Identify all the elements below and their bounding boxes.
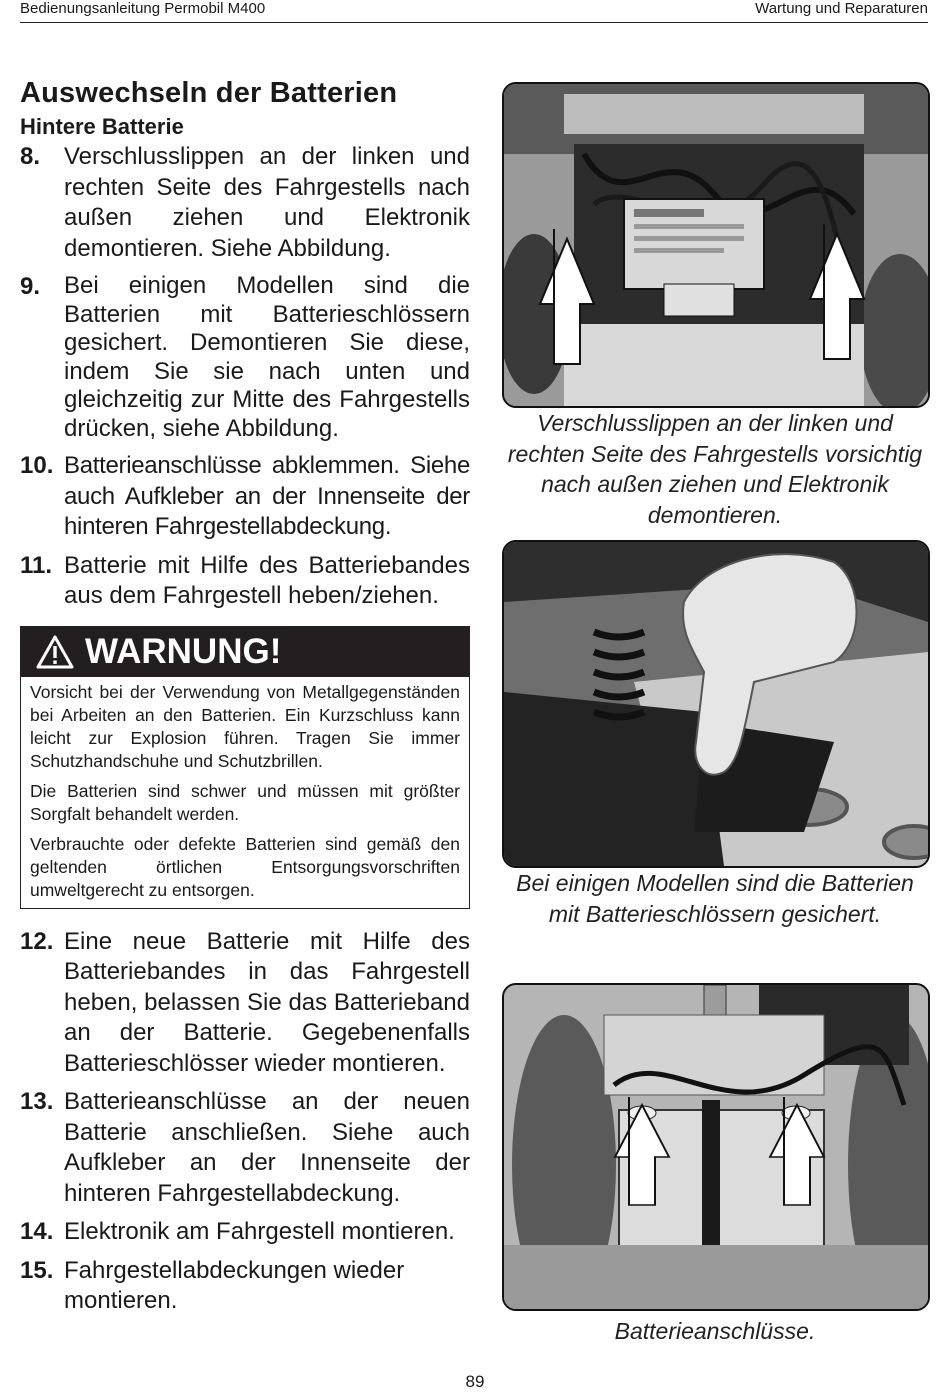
step-text: Fahrgestellabdeckungen wieder montieren. <box>64 1256 405 1314</box>
step-number: 13. <box>20 1088 54 1115</box>
step-item <box>20 1256 470 1317</box>
step-item <box>20 551 470 612</box>
header-manual-title: Bedienungsanleitung Permobil M400 <box>20 0 266 17</box>
step-text: Bei einigen Modellen sind die Batterien mit Batterieschlössern gesichert. Demontieren Sie diese, indem Sie sie nach unten und gleichzeitig zur Mitte des Fahrgestells drücken, siehe Abbildung. <box>64 272 470 442</box>
step-item <box>20 1087 470 1209</box>
warning-triangle-icon <box>35 634 75 670</box>
page-number: 89 <box>465 1372 485 1391</box>
figure-battery-connections-photo <box>502 983 930 1311</box>
step-text: Batterieanschlüsse abklemmen. Siehe auch Aufkleber an der Innenseite der hinteren Fahrgestellabdeckung. <box>64 452 470 540</box>
warning-box <box>20 626 470 909</box>
step-text: Batterie mit Hilfe des Batteriebandes aus dem Fahrgestell heben/ziehen. <box>64 551 470 609</box>
step-text: Batterieanschlüsse an der neuen Batterie anschließen. Siehe auch Aufkleber an der Innenseite der hinteren Fahrgestellabdeckung. <box>64 1088 470 1207</box>
step-item <box>20 927 470 1080</box>
warning-paragraph: Die Batterien sind schwer und müssen mit größter Sorgfalt behandelt werden. <box>30 780 460 824</box>
section-subtitle: Hintere Batterie <box>20 114 184 139</box>
warning-body <box>21 677 469 908</box>
text-column <box>20 76 470 1325</box>
warning-heading <box>21 627 469 677</box>
page-header <box>20 0 928 23</box>
warning-paragraph: Vorsicht bei der Verwendung von Metallgegenständen bei Arbeiten an den Batterien. Ein Kurzschluss kann leicht zur Explosion führen. Tragen Sie immer Schutzhandschuhe und Schutzbrillen. <box>30 681 460 771</box>
figure-electronics-photo <box>502 82 930 408</box>
step-item <box>20 1217 470 1248</box>
step-text: Verschlusslippen an der linken und rechten Seite des Fahrgestells nach außen ziehen und Elektronik demontieren. Siehe Abbildung. <box>64 143 470 262</box>
step-item <box>20 272 470 443</box>
step-number: 14. <box>20 1218 54 1245</box>
step-text: Elektronik am Fahrgestell montieren. <box>64 1218 455 1245</box>
figure-caption: Batterieanschlüsse. <box>614 1318 816 1344</box>
step-text: Eine neue Batterie mit Hilfe des Batteriebandes in das Fahrgestell heben, belassen Sie das Batterieband an der Batterie. Gegebenenfalls Batterieschlösser wieder montieren. <box>64 927 470 1077</box>
figure-caption: Bei einigen Modellen sind die Batterien mit Batterieschlössern gesichert. <box>516 870 914 927</box>
steps-list-a <box>20 142 470 612</box>
step-number: 8. <box>20 143 41 170</box>
warning-paragraph: Verbrauchte oder defekte Batterien sind gemäß den geltenden örtlichen Entsorgungsvorschriften umweltgerecht zu entsorgen. <box>30 833 460 900</box>
step-item <box>20 451 470 543</box>
step-item <box>20 142 470 264</box>
step-number: 12. <box>20 927 54 955</box>
header-section-title: Wartung und Reparaturen <box>755 0 928 17</box>
page-title: Auswechseln der Batterien <box>20 77 398 109</box>
figure-caption: Verschlusslippen an der linken und rechten Seite des Fahrgestells vorsichtig nach außen ziehen und Elektronik demontieren. <box>507 410 923 528</box>
step-number: 15. <box>20 1256 54 1284</box>
step-number: 11. <box>20 551 53 579</box>
step-number: 10. <box>20 452 54 479</box>
warning-title: WARNUNG! <box>85 631 282 671</box>
step-number: 9. <box>20 273 41 300</box>
figure-battery-lock-photo <box>502 540 930 868</box>
steps-list-b <box>20 927 470 1317</box>
